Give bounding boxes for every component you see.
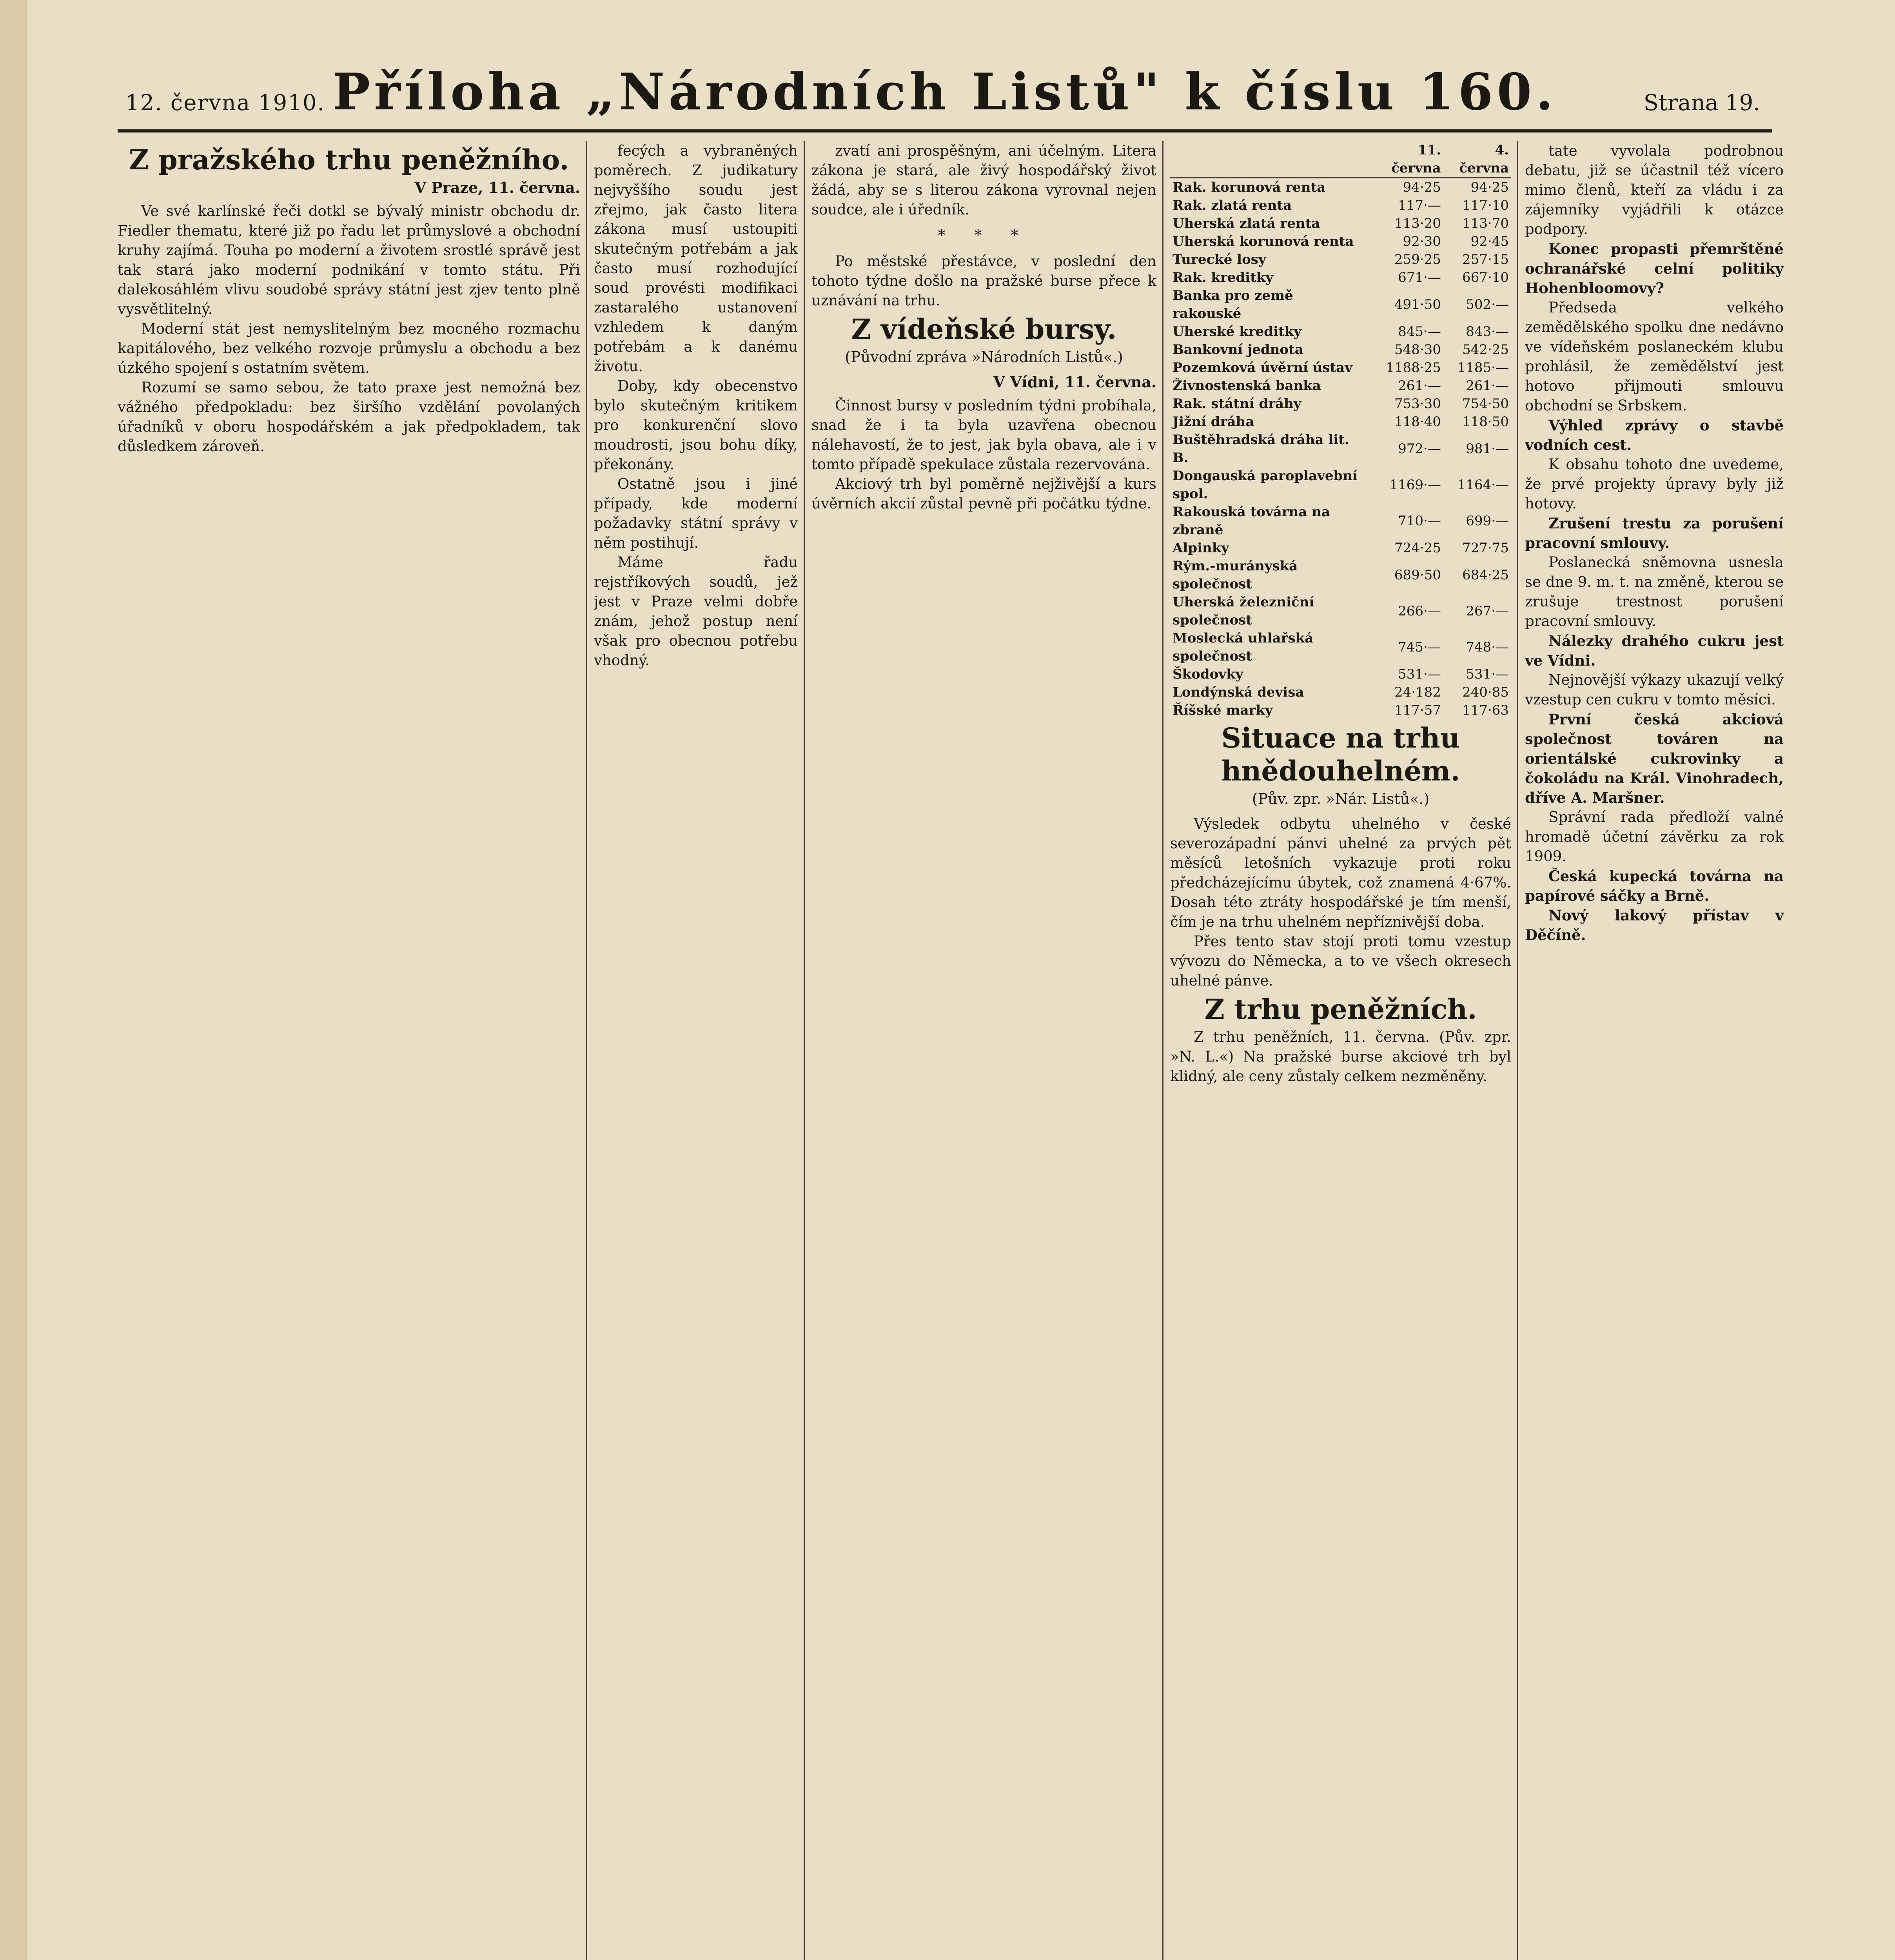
subhead: Česká kupecká továrna na papírové sáčky a Brně.	[1525, 867, 1784, 904]
security-name: Jižní dráha	[1173, 414, 1254, 430]
article-headline: Z vídeňské bursy.	[851, 313, 1117, 345]
security-name: Bankovní jednota	[1173, 342, 1303, 358]
article-headline: Situace na trhu hnědouhelném.	[1221, 722, 1460, 787]
quote-value: 92·45	[1470, 234, 1509, 249]
subhead: Nový lakový přístav v Děčíně.	[1525, 907, 1784, 944]
quote-value: 491·50	[1394, 297, 1441, 312]
quote-value: 710·—	[1398, 513, 1441, 529]
quote-value: 548·30	[1394, 342, 1441, 358]
security-name: Rak. kreditky	[1173, 270, 1274, 285]
table-row	[1170, 359, 1511, 377]
quote-value: 117·10	[1462, 198, 1509, 213]
article-paragraph: fecých a vybraněných poměrech. Z judikatury nejvyššího soudu jest zřejmo, jak často litera zákona musí ustoupiti skutečným potřebám a jak často musí rozhodující soud provésti modifikaci zastaralého ustanovení vzhledem k daným potřebám a k danému životu.	[594, 142, 798, 375]
quote-value: 1185·—	[1457, 360, 1509, 376]
subhead: Zrušení trestu za porušení pracovní smlouvy.	[1525, 515, 1784, 552]
quote-value: 699·—	[1466, 513, 1509, 529]
quote-value: 240·85	[1462, 684, 1509, 700]
quote-value: 745·—	[1398, 639, 1441, 655]
masthead	[118, 59, 1772, 125]
page-number: Strana 19.	[1643, 90, 1760, 116]
quote-value: 92·30	[1403, 234, 1441, 249]
article-paragraph: Přes tento stav stojí proti tomu vzestup vývozu do Německa, a to ve všech okresech uhelné pánve.	[1170, 933, 1511, 989]
article-dateline: V Praze, 11. června.	[414, 179, 580, 196]
quote-value: 257·15	[1462, 252, 1509, 267]
table-row	[1170, 467, 1511, 503]
quote-value: 266·—	[1398, 603, 1441, 619]
security-name: Říšské marky	[1173, 702, 1273, 718]
article-paragraph: Poslanecká sněmovna usnesla se dne 9. m. t. na změně, kterou se zrušuje trestnost porušení pracovní smlouvy.	[1525, 554, 1784, 630]
article-paragraph: Výsledek odbytu uhelného v české severozápadní pánvi uhelné za prvých pět měsíců letošních vykazuje proti roku předcházejícímu úbytek, což znamená 4·67%. Dosah této ztráty hospodářské je tím menší, čím je na trhu uhelném nepříznivější doba.	[1170, 815, 1511, 930]
article-paragraph: Po městské přestávce, v poslední den tohoto týdne došlo na pražské burse přece k uznávání na trhu.	[811, 253, 1156, 309]
security-name: Moslecká uhlařská společnost	[1173, 630, 1314, 664]
subhead: Konec propasti přemrštěné ochranářské celní politiky Hohenbloomovy?	[1525, 240, 1784, 297]
security-name: Rak. státní dráhy	[1173, 396, 1301, 412]
column-divider	[1162, 141, 1164, 1960]
table-row	[1170, 539, 1511, 557]
article-paragraph: Předseda velkého zemědělského spolku dne nedávno ve vídeňském poslaneckém klubu prohlásil, že zemědělství jest hotovo přijmouti smlouvu obchodní se Srbskem.	[1525, 299, 1784, 414]
column-divider	[1517, 141, 1518, 1960]
quote-value: 113·20	[1394, 216, 1441, 231]
column-5	[1525, 141, 1784, 1960]
masthead-rule	[118, 129, 1772, 132]
table-row	[1170, 377, 1511, 395]
table-row	[1170, 232, 1511, 250]
column-4	[1170, 141, 1511, 1960]
quote-value: 727·75	[1462, 540, 1509, 556]
quote-value: 531·—	[1398, 666, 1441, 682]
table-row	[1170, 503, 1511, 539]
column-divider	[804, 141, 805, 1960]
page-fold-edge	[0, 0, 27, 1960]
issue-date: 12. června 1910.	[125, 90, 325, 116]
article-paragraph: Ostatně jsou i jiné případy, kde moderní požadavky státní správy v něm postihují.	[594, 475, 798, 551]
quote-value: 261·—	[1398, 378, 1441, 394]
column-header: 11. června	[1367, 141, 1443, 178]
security-name: Dongauská paroplavební spol.	[1173, 468, 1358, 502]
quote-value: 843·—	[1466, 324, 1509, 339]
article-paragraph: K obsahu tohoto dne uvedeme, že prvé projekty úpravy byly již hotovy.	[1525, 456, 1784, 512]
quote-value: 94·25	[1403, 180, 1441, 195]
security-name: Londýnská devisa	[1173, 684, 1304, 700]
column-header	[1170, 141, 1367, 178]
security-name: Škodovky	[1173, 666, 1243, 682]
article-paragraph: Doby, kdy obecenstvo bylo skutečným kritikem pro konkurenční slovo moudrosti, jsou bohu díky, překonány.	[594, 377, 798, 473]
quote-value: 502·—	[1466, 297, 1509, 312]
quote-value: 94·25	[1470, 180, 1509, 195]
quote-value: 531·—	[1466, 666, 1509, 682]
table-header-row	[1170, 141, 1511, 178]
quote-value: 684·25	[1462, 567, 1509, 583]
quote-value: 113·70	[1462, 216, 1509, 231]
quote-value: 1164·—	[1457, 477, 1509, 493]
stock-quotes-table	[1170, 141, 1511, 719]
quote-value: 981·—	[1466, 441, 1509, 457]
table-row	[1170, 395, 1511, 413]
table-row	[1170, 323, 1511, 341]
quote-value: 748·—	[1466, 639, 1509, 655]
article-paragraph: Moderní stát jest nemyslitelným bez mocného rozmachu kapitálového, bez velkého rozvoje průmyslu a obchodu a bez úzkého spojení s ostatním světem.	[118, 320, 580, 376]
security-name: Turecké losy	[1173, 252, 1266, 267]
table-row	[1170, 431, 1511, 467]
article-headline: Z trhu peněžních.	[1204, 993, 1477, 1025]
column-1	[118, 141, 580, 1960]
article-paragraph: Ve své karlínské řeči dotkl se bývalý ministr obchodu dr. Fiedler thematu, které již po řadu let průmyslové a obchodní kruhy zajímá. Touha po moderní a životem srostlé správě jest tak stará jako moderní podnikání v tomto státu. Při dalekosáhlém vlivu soudobé správy státní jest zjev tento plně vysvětlitelný.	[118, 203, 580, 318]
table-row	[1170, 665, 1511, 683]
column-header: 4. června	[1443, 141, 1511, 178]
security-name: Alpinky	[1173, 540, 1229, 556]
table-row	[1170, 701, 1511, 719]
article-paragraph: Máme řadu rejstříkových soudů, jež jest v Praze velmi dobře znám, jehož postup není však pro obecnou potřebu vhodný.	[594, 554, 798, 669]
quote-value: 1188·25	[1386, 360, 1441, 376]
quote-value: 267·—	[1466, 603, 1509, 619]
quote-value: 117·63	[1462, 702, 1509, 718]
security-name: Uherské kreditky	[1173, 324, 1301, 339]
quote-value: 24·182	[1394, 684, 1441, 700]
article-byline: (Pův. zpr. »Nár. Listů«.)	[1252, 790, 1430, 808]
quote-value: 753·30	[1394, 396, 1441, 412]
table-row	[1170, 269, 1511, 287]
article-paragraph: Správní rada předloží valné hromadě účetní závěrku za rok 1909.	[1525, 809, 1784, 865]
article-paragraph: tate vyvolala podrobnou debatu, již se účastnil též vícero mimo členů, kteří za vládu i za zájemníky vyjádřili k otázce podpory.	[1525, 142, 1784, 238]
article-paragraph: Nejnovější výkazy ukazují velký vzestup cen cukru v tomto měsíci.	[1525, 671, 1784, 708]
quote-value: 671·—	[1398, 270, 1441, 285]
table-row	[1170, 683, 1511, 701]
table-row	[1170, 178, 1511, 197]
article-paragraph: Akciový trh byl poměrně nejživější a kurs úvěrních akcií zůstal pevně při počátku týdne.	[811, 475, 1156, 512]
security-name: Banka pro země rakouské	[1173, 288, 1293, 321]
column-3	[811, 141, 1156, 1960]
quote-value: 667·10	[1462, 270, 1509, 285]
table-row	[1170, 196, 1511, 214]
table-row	[1170, 214, 1511, 232]
quote-value: 117·57	[1394, 702, 1441, 718]
table-row	[1170, 250, 1511, 269]
security-name: Uherská zlatá renta	[1173, 216, 1320, 231]
security-name: Uherská korunová renta	[1173, 234, 1354, 249]
article-paragraph: Z trhu peněžních, 11. června. (Pův. zpr. »N. L.«) Na pražské burse akciové trh byl klidný, ale ceny zůstaly celkem nezměněny.	[1170, 1029, 1511, 1085]
column-divider	[586, 141, 587, 1960]
security-name: Pozemková úvěrní ústav	[1173, 360, 1352, 376]
quote-value: 261·—	[1466, 378, 1509, 394]
subhead: Výhled zprávy o stavbě vodních cest.	[1525, 417, 1784, 454]
security-name: Rak. zlatá renta	[1173, 198, 1292, 213]
table-row	[1170, 629, 1511, 665]
quote-value: 724·25	[1394, 540, 1441, 556]
quote-value: 689·50	[1394, 567, 1441, 583]
column-2	[594, 141, 798, 1960]
security-name: Rakouská továrna na zbraně	[1173, 504, 1330, 538]
article-paragraph: Rozumí se samo sebou, že tato praxe jest nemožná bez vážného předpokladu: bez širšího vzdělání povolaných úřadníků v oboru hospodářském a jak předpokladem, tak důsledkem zároveň.	[118, 379, 580, 455]
quote-value: 1169·—	[1389, 477, 1441, 493]
article-headline: Z pražského trhu peněžního.	[129, 143, 569, 176]
subhead: Nálezky drahého cukru jest ve Vídni.	[1525, 632, 1784, 669]
security-name: Rým.-murányská společnost	[1173, 558, 1298, 592]
table-row	[1170, 413, 1511, 431]
article-dateline: V Vídni, 11. června.	[993, 373, 1156, 391]
quote-value: 117·—	[1398, 198, 1441, 213]
quote-value: 972·—	[1398, 441, 1441, 457]
article-paragraph: zvatí ani prospěšným, ani účelným. Litera zákona je stará, ale živý hospodářský život žádá, aby se s literou zákona vyrovnal nejen soudce, ale i úředník.	[811, 142, 1156, 218]
security-name: Rak. korunová renta	[1173, 180, 1326, 195]
security-name: Uherská železniční společnost	[1173, 594, 1314, 628]
supplement-title: Příloha „Národních Listů" k číslu 160.	[332, 63, 1557, 122]
quote-value: 118·40	[1394, 414, 1441, 430]
quote-value: 259·25	[1394, 252, 1441, 267]
quote-value: 542·25	[1462, 342, 1509, 358]
quote-value: 754·50	[1462, 396, 1509, 412]
quote-value: 118·50	[1462, 414, 1509, 430]
article-paragraph: Činnost bursy v posledním týdni probíhala, snad že i ta byla uzavřena obecnou nálehavostí, že to jest, jak byla obava, ale i v tomto případě spekulace zůstala rezervována.	[811, 397, 1156, 473]
table-row	[1170, 287, 1511, 323]
table-row	[1170, 557, 1511, 593]
table-row	[1170, 341, 1511, 359]
table-row	[1170, 593, 1511, 629]
article-byline: (Původní zpráva »Národních Listů«.)	[845, 348, 1123, 366]
section-separator: * * *	[938, 227, 1030, 245]
subhead: První česká akciová společnost továren na orientálské cukrovinky a čokoládu na Král. Vinohradech, dříve A. Maršner.	[1525, 711, 1784, 806]
security-name: Živnostenská banka	[1173, 378, 1321, 394]
security-name: Buštěhradská dráha lit. B.	[1173, 432, 1349, 466]
quote-value: 845·—	[1398, 324, 1441, 339]
